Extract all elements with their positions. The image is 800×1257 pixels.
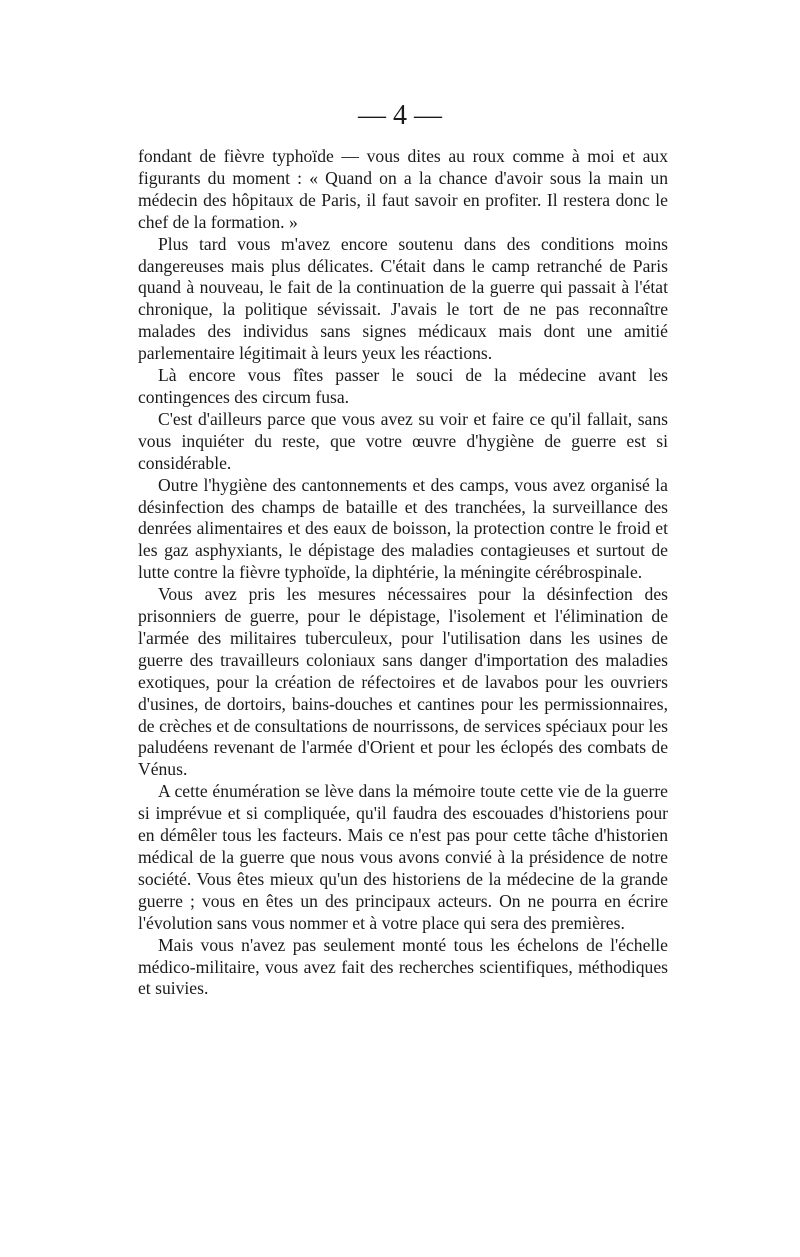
paragraph-2: Plus tard vous m'avez encore soutenu dans des conditions moins dangereuses mais plus délicates. C'était dans le camp retranché de Paris quand à nouveau, le fait de la continuation de la guerre qui passait à l'état chronique, la politique sévissait. J'avais le tort de ne pas reconnaître malades des individus sans signes médicaux mais dont une amitié parlementaire légitimait à leurs yeux les réactions. — [138, 233, 668, 364]
page-number: — 4 — — [358, 100, 442, 131]
paragraph-3: Là encore vous fîtes passer le souci de la médecine avant les contingences des circum fusa. — [138, 365, 668, 407]
body-text — [138, 146, 668, 1000]
paragraph-1: fondant de fièvre typhoïde — vous dites au roux comme à moi et aux figurants du moment : « Quand on a la chance d'avoir sous la main un médecin des hôpitaux de Paris, il faut savoir en profiter. Il restera donc le chef de la formation. » — [138, 146, 668, 232]
paragraph-7: A cette énumération se lève dans la mémoire toute cette vie de la guerre si imprévue et si compliquée, qu'il faudra des escouades d'historiens pour en démêler tous les facteurs. Mais ce n'est pas pour cette tâche d'historien médical de la guerre que nous vous avons convié à la présidence de notre société. Vous êtes mieux qu'un des historiens de la médecine de la grande guerre ; vous en êtes un des principaux acteurs. On ne pourra en écrire l'évolution sans vous nommer et à votre place qui sera des premières. — [138, 781, 668, 933]
paragraph-4: C'est d'ailleurs parce que vous avez su voir et faire ce qu'il fallait, sans vous inquiéter du reste, que votre œuvre d'hygiène de guerre est si considérable. — [138, 408, 668, 473]
paragraph-6: Vous avez pris les mesures nécessaires pour la désinfection des prisonniers de guerre, pour le dépistage, l'isolement et l'élimination de l'armée des militaires tuberculeux, pour l'utilisation dans les usines de guerre des travailleurs coloniaux sans danger d'importation des maladies exotiques, pour la création de réfectoires et de lavabos pour les ouvriers d'usines, de dortoirs, bains-douches et cantines pour les permissionnaires, de crèches et de consultations de nourrissons, de services spéciaux pour les paludéens revenant de l'armée d'Orient et pour les éclopés des combats de Vénus. — [138, 584, 668, 780]
paragraph-8: Mais vous n'avez pas seulement monté tous les échelons de l'échelle médico-militaire, vous avez fait des recherches scientifiques, méthodiques et suivies. — [138, 934, 668, 999]
paragraph-5: Outre l'hygiène des cantonnements et des camps, vous avez organisé la désinfection des champs de bataille et des tranchées, la surveillance des denrées alimentaires et des eaux de boisson, la protection contre le froid et les gaz asphyxiants, le dépistage des maladies contagieuses et surtout de lutte contre la fièvre typhoïde, la diphtérie, la méningite cérébrospinale. — [138, 474, 668, 583]
